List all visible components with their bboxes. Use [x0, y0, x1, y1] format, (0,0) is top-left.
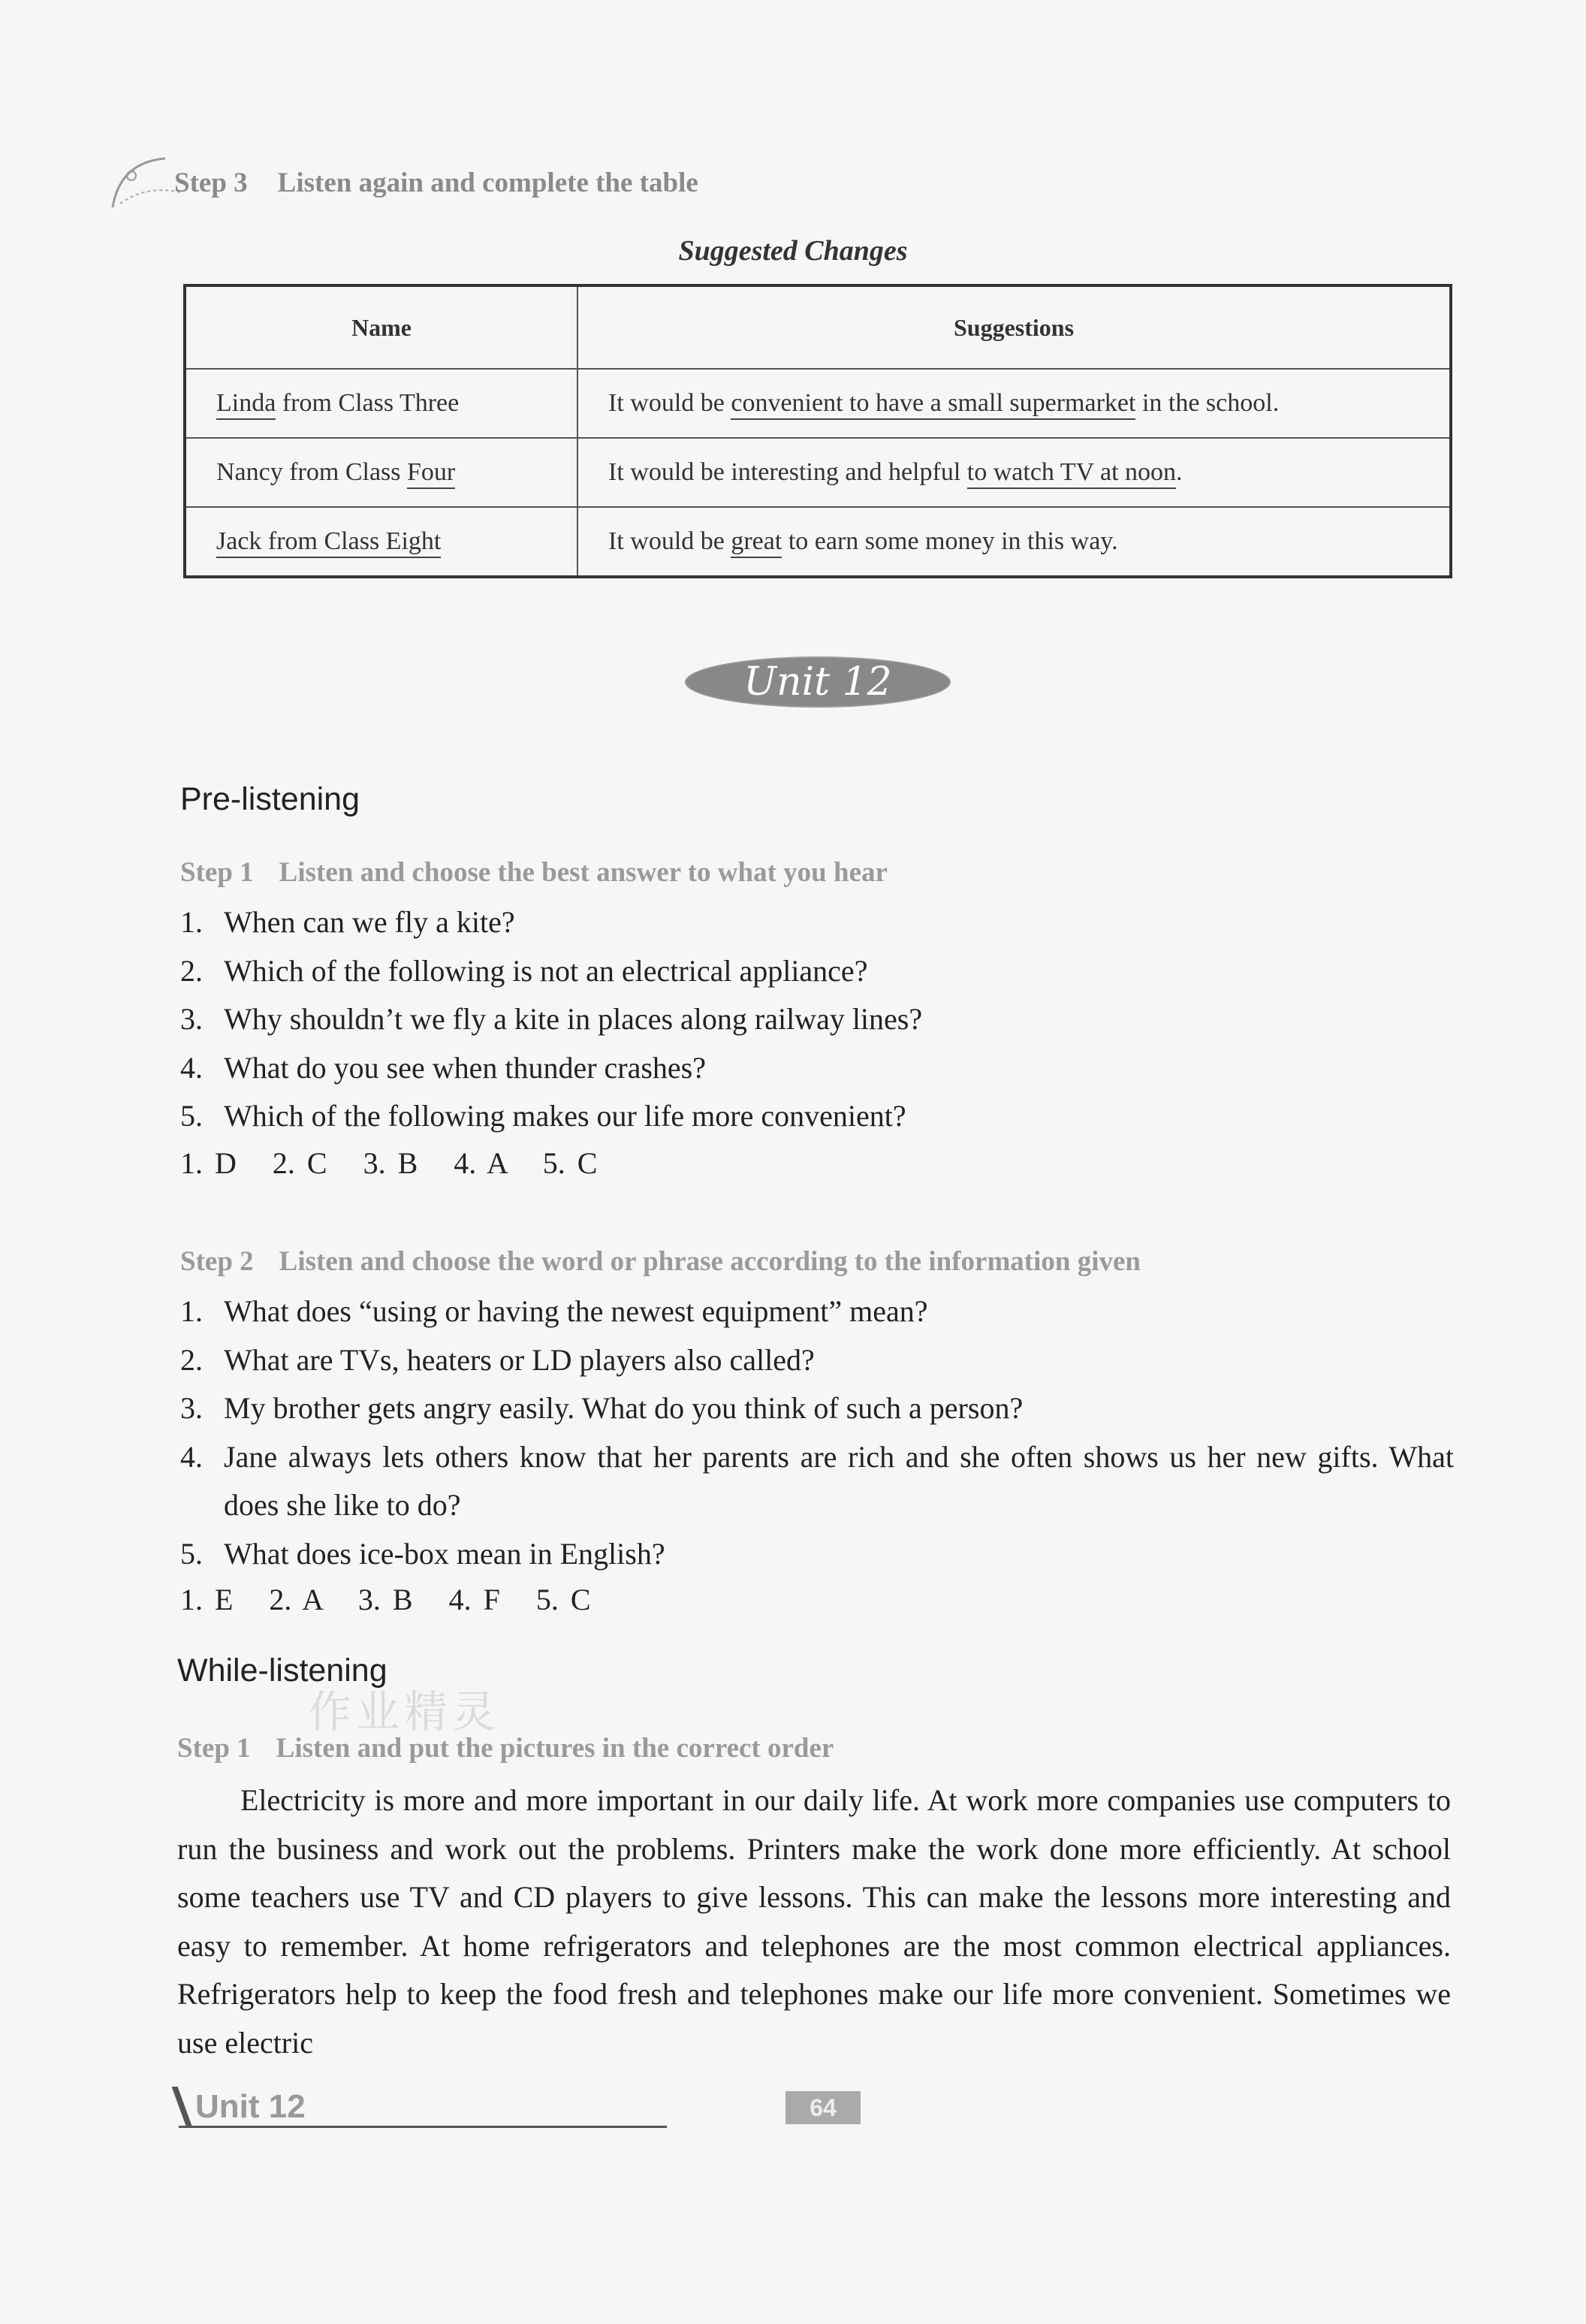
list-item: [180, 947, 1457, 996]
table-row: [185, 369, 1451, 438]
while-listening-heading: While-listening: [177, 1652, 387, 1689]
question-number: 4.: [180, 1050, 203, 1085]
question-number: 4.: [180, 1439, 203, 1474]
name-cell: [185, 507, 577, 577]
step-title: Listen and choose the word or phrase according to the information given: [279, 1246, 1141, 1277]
table-header-row: [185, 285, 1451, 369]
list-item: [180, 995, 1457, 1044]
suggestion-text: It would be interesting and helpful: [608, 458, 967, 486]
while-step1-heading: [177, 1732, 834, 1764]
footer-unit-text: Unit 12: [195, 2088, 306, 2125]
question-number: 2.: [180, 953, 203, 988]
footer-unit-label: [179, 2087, 667, 2128]
step-number: Step 1: [177, 1733, 251, 1764]
question-text: When can we fly a kite?: [224, 905, 515, 939]
question-text: Jane always lets others know that her parents are rich and she often shows us her new gifts. What does she like to do?: [224, 1439, 1454, 1522]
question-text: My brother gets angry easily. What do you think of such a person?: [224, 1391, 1024, 1425]
question-number: 3.: [180, 1391, 203, 1425]
header-name: Name: [185, 285, 577, 369]
question-text: Why shouldn’t we fly a kite in places along railway lines?: [224, 1002, 923, 1036]
header-suggestions: Suggestions: [577, 285, 1451, 369]
step-number: Step 2: [180, 1246, 254, 1277]
question-text: What does ice-box mean in English?: [224, 1536, 665, 1571]
list-item: [180, 1287, 1454, 1336]
page-number: 64: [785, 2091, 861, 2124]
step-number: Step 1: [180, 857, 254, 888]
table-row: [185, 438, 1451, 507]
list-item: [180, 1433, 1454, 1530]
name-cell: [185, 369, 577, 438]
pre-step2-questions: [180, 1287, 1454, 1578]
question-number: 1.: [180, 905, 203, 939]
question-text: Which of the following is not an electrical appliance?: [224, 953, 868, 988]
pre-step2-heading: [180, 1245, 1141, 1278]
answer-underline: great: [731, 527, 782, 558]
question-number: 3.: [180, 1002, 203, 1036]
table-row: [185, 507, 1451, 577]
pre-step1-questions: [180, 898, 1457, 1141]
answer-underline: Jack from Class Eight: [216, 527, 441, 558]
question-text: What are TVs, heaters or LD players also called?: [224, 1342, 815, 1377]
passage-text: Electricity is more and more important in our daily life. At work more companies use computers to run the business and work out the problems. Printers make the work done more efficiently. At school some teachers use TV and CD players to give lessons. This can make the lessons more interesting and easy to remember. At home refrigerators and telephones are the most common electrical appliances. Refrigerators help to keep the food fresh and telephones make our life more convenient. Sometimes we use electric: [177, 1783, 1451, 2060]
step-title: Listen and put the pictures in the correct order: [276, 1733, 834, 1764]
list-item: [180, 1530, 1454, 1579]
name-text: from Class Three: [276, 389, 460, 417]
pre-step1-answers: 1. D 2. C 3. B 4. A 5. C: [180, 1146, 598, 1180]
pre-step2-answers: 1. E 2. A 3. B 4. F 5. C: [180, 1583, 591, 1616]
answer-underline: to watch TV at noon: [967, 458, 1176, 489]
list-item: [180, 1336, 1454, 1385]
list-item: [180, 898, 1457, 947]
suggested-changes-table: [183, 284, 1452, 578]
suggestion-cell: [577, 507, 1451, 577]
suggestion-cell: [577, 369, 1451, 438]
name-text: Nancy from Class: [216, 458, 408, 486]
question-text: Which of the following makes our life more convenient?: [224, 1099, 906, 1133]
question-number: 5.: [180, 1536, 203, 1571]
step3-number: Step 3: [174, 168, 248, 198]
watermark: 作业精灵: [308, 1686, 501, 1737]
pre-step1-heading: [180, 856, 888, 889]
answer-underline: Linda: [216, 389, 276, 420]
suggestion-cell: [577, 438, 1451, 507]
answer-underline: convenient to have a small supermarket: [731, 389, 1135, 420]
list-item: [180, 1044, 1457, 1093]
list-item: [180, 1092, 1457, 1141]
question-number: 5.: [180, 1099, 203, 1133]
list-item: [180, 1384, 1454, 1433]
name-cell: [185, 438, 577, 507]
footer-slash: [172, 2087, 192, 2126]
step3-title: Listen again and complete the table: [277, 168, 698, 198]
question-text: What does “using or having the newest equipment” mean?: [224, 1294, 928, 1328]
suggestion-text: .: [1176, 458, 1183, 486]
suggestion-text: It would be: [608, 527, 731, 555]
question-number: 2.: [180, 1342, 203, 1377]
suggestion-text: It would be: [608, 389, 731, 417]
step-title: Listen and choose the best answer to what you hear: [279, 857, 888, 888]
step3-heading: [174, 167, 698, 199]
suggestion-text: in the school.: [1135, 389, 1280, 417]
unit-title-badge: Unit 12: [686, 658, 949, 706]
answer-underline: Four: [407, 458, 455, 489]
question-number: 1.: [180, 1294, 203, 1328]
table-title: Suggested Changes: [678, 235, 908, 267]
suggestion-text: to earn some money in this way.: [782, 527, 1118, 555]
question-text: What do you see when thunder crashes?: [224, 1050, 706, 1085]
pre-listening-heading: Pre-listening: [180, 781, 360, 817]
